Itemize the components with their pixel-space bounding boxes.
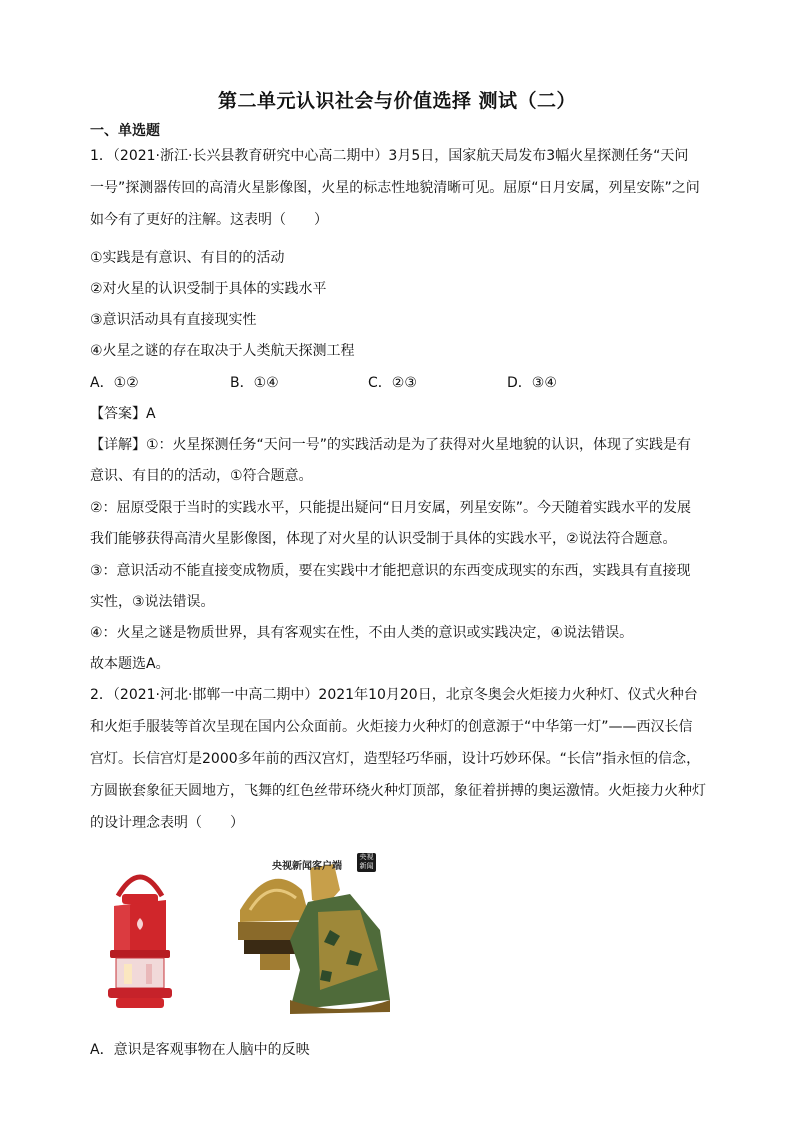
q1-item-1: ①实践是有意识、有目的的活动 bbox=[90, 250, 285, 266]
q1-option-d: D．③④ bbox=[507, 375, 557, 391]
q1-explain-2: 意识、有目的的活动，①符合题意。 bbox=[90, 468, 313, 484]
q1-option-a: A．①② bbox=[90, 375, 139, 391]
q1-answer: 【答案】A bbox=[90, 406, 156, 422]
q1-explain-3: ②：屈原受限于当时的实践水平，只能提出疑问“日月安属，列星安陈”。今天随着实践水平的发展 bbox=[90, 500, 692, 516]
q1-item-2: ②对火星的认识受制于具体的实践水平 bbox=[90, 281, 327, 297]
torch-lantern-image bbox=[100, 866, 180, 1012]
q1-options bbox=[90, 372, 710, 392]
q2-line-3: 宫灯。长信宫灯是2000多年前的西汉宫灯，造型轻巧华丽，设计巧妙环保。“长信”指永恒的信念， bbox=[90, 751, 701, 767]
q1-option-b: B．①④ bbox=[230, 375, 279, 391]
q1-explain-8: 故本题选A。 bbox=[90, 656, 170, 672]
q1-line-1: 1．（2021·浙江·长兴县教育研究中心高二期中）3月5日，国家航天局发布3幅火星探测任务“天问 bbox=[90, 148, 689, 164]
q1-explain-6: 实性，③说法错误。 bbox=[90, 594, 215, 610]
q1-explain-7: ④：火星之谜是物质世界，具有客观实在性，不由人类的意识或实践决定，④说法错误。 bbox=[90, 625, 634, 641]
q1-explain-5: ③：意识活动不能直接变成物质，要在实践中才能把意识的东西变成现实的东西，实践具有直接现 bbox=[90, 563, 691, 579]
q2-line-1: 2．（2021·河北·邯郸一中高二期中）2021年10月20日，北京冬奥会火炬接力火种灯、仪式火种台 bbox=[90, 687, 698, 703]
cctv-news-watermark: 央视新闻客户端 bbox=[272, 861, 342, 872]
q1-option-c: C．②③ bbox=[368, 375, 417, 391]
q1-line-3: 如今有了更好的注解。这表明（ ） bbox=[90, 212, 328, 228]
page-title: 第二单元认识社会与价值选择 测试（二） bbox=[217, 90, 577, 112]
cctv-news-badge bbox=[357, 853, 376, 872]
badge-line-2: 新闻 bbox=[359, 862, 374, 870]
q2-line-4: 方圆嵌套象征天圆地方，飞舞的红色丝带环绕火种灯顶部，象征着拼搏的奥运激情。火炬接力火种灯 bbox=[90, 783, 706, 799]
changxin-palace-lamp-image bbox=[230, 850, 400, 1020]
q1-explain-1: 【详解】①：火星探测任务“天问一号”的实践活动是为了获得对火星地貌的认识，体现了实践是有 bbox=[90, 437, 692, 453]
q1-item-4: ④火星之谜的存在取决于人类航天探测工程 bbox=[90, 343, 355, 359]
q1-line-2: 一号”探测器传回的高清火星影像图，火星的标志性地貌清晰可见。屈原“日月安属，列星安陈”之问 bbox=[90, 180, 700, 196]
q2-line-2: 和火炬手服装等首次呈现在国内公众面前。火炬接力火种灯的创意源于“中华第一灯”——西汉长信 bbox=[90, 719, 693, 735]
q2-option-a: A．意识是客观事物在人脑中的反映 bbox=[90, 1042, 310, 1058]
badge-line-1: 央视 bbox=[359, 853, 374, 861]
q1-item-3: ③意识活动具有直接现实性 bbox=[90, 312, 257, 328]
q2-line-5: 的设计理念表明（ ） bbox=[90, 815, 244, 831]
q1-explain-4: 我们能够获得高清火星影像图，体现了对火星的认识受制于具体的实践水平，②说法符合题意。 bbox=[90, 531, 677, 547]
section-heading: 一、单选题 bbox=[90, 123, 160, 139]
